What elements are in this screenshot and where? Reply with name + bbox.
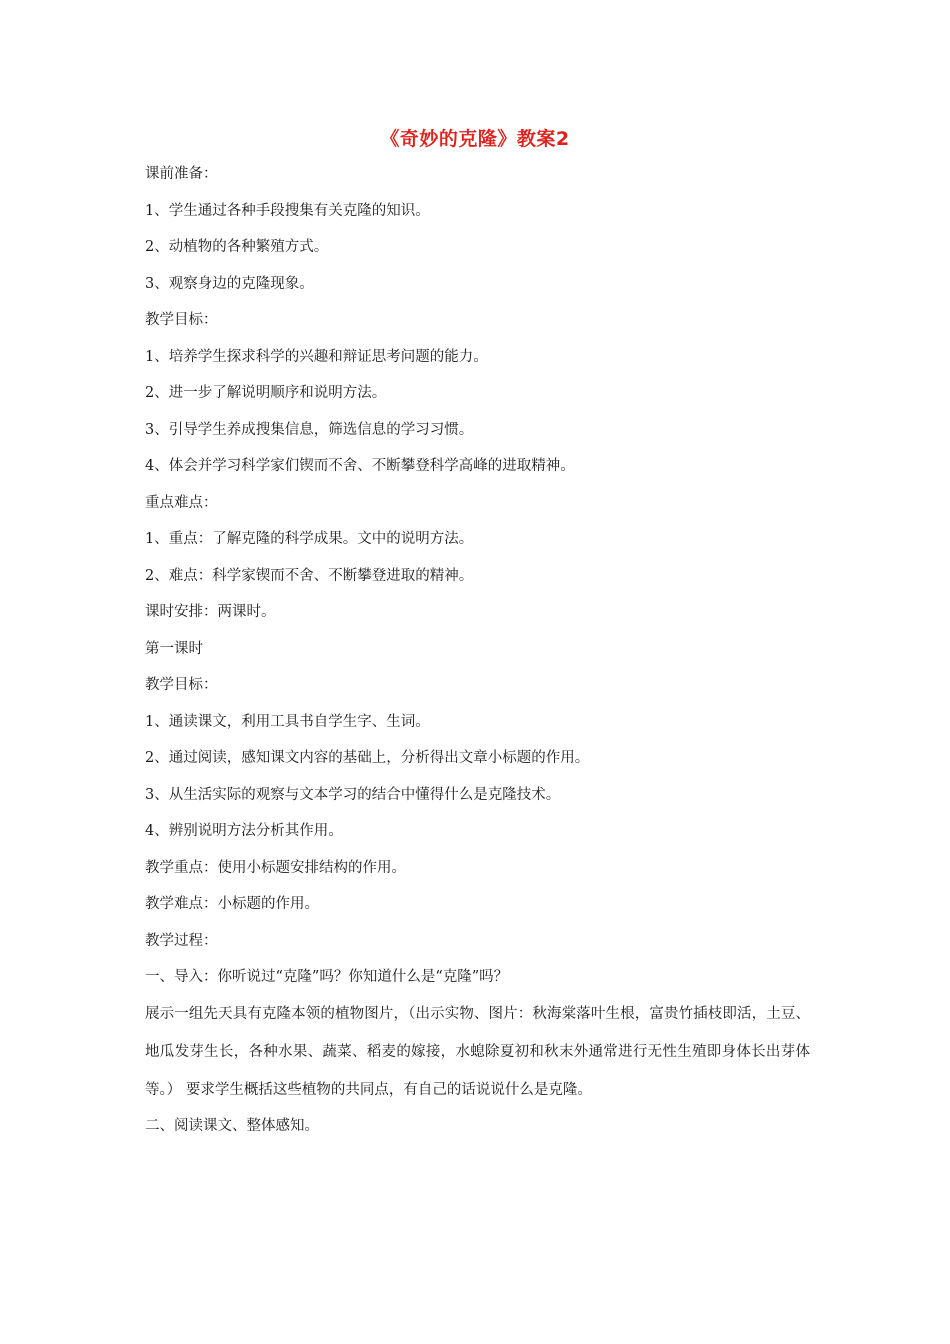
text-line: 重点难点： (145, 494, 218, 511)
text-line: 2、进一步了解说明顺序和说明方法。 (145, 385, 387, 401)
text-line: 1、重点：了解克隆的科学成果。文中的说明方法。 (145, 531, 474, 547)
text-line: 教学重点：使用小标题安排结构的作用。 (145, 859, 406, 876)
text-line: 2、动植物的各种繁殖方式。 (145, 239, 329, 255)
text-paragraph: 展示一组先天具有克隆本领的植物图片，（出示实物、图片：秋海棠落叶生根，富贵竹插枝即活，土豆、地瓜发芽生长，各种水果、蔬菜、稻麦的嫁接，水螅除夏初和秋末外通常进行无性生殖即身体长出芽体等。） 要求学生概括这些植物的共同点，有自己的话说说什么是克隆。 (145, 1005, 810, 1098)
text-line: 一、导入：你听说过“克隆”吗？你知道什么是“克隆”吗？ (145, 969, 509, 985)
text-line: 2、通过阅读，感知课文内容的基础上，分析得出文章小标题的作用。 (145, 750, 590, 766)
text-line: 1、学生通过各种手段搜集有关克隆的知识。 (145, 202, 430, 219)
text-line: 1、通读课文，利用工具书自学生字、生词。 (145, 713, 430, 730)
document-title: 《奇妙的克隆》教案2 (380, 128, 570, 150)
text-line: 2、难点：科学家锲而不舍、不断攀登进取的精神。 (145, 567, 474, 584)
text-line: 4、体会并学习科学家们锲而不舍、不断攀登科学高峰的进取精神。 (145, 458, 575, 474)
text-line: 教学目标： (145, 677, 218, 693)
text-line: 教学过程： (145, 932, 218, 949)
text-line: 教学难点：小标题的作用。 (145, 896, 319, 912)
text-line: 教学目标： (145, 312, 218, 328)
text-line: 4、辨别说明方法分析其作用。 (145, 823, 343, 839)
text-line: 3、引导学生养成搜集信息，筛选信息的学习习惯。 (145, 421, 474, 438)
text-line: 3、观察身边的克隆现象。 (145, 275, 314, 292)
text-line: 二、阅读课文、整体感知。 (145, 1117, 319, 1134)
document-body (145, 163, 810, 1151)
text-line: 课时安排：两课时。 (145, 604, 276, 620)
text-line: 3、从生活实际的观察与文本学习的结合中懂得什么是克隆技术。 (145, 786, 561, 803)
text-line: 第一课时 (145, 640, 203, 657)
text-line: 课前准备： (145, 166, 218, 182)
text-line: 1、培养学生探求科学的兴趣和辩证思考问题的能力。 (145, 348, 488, 365)
